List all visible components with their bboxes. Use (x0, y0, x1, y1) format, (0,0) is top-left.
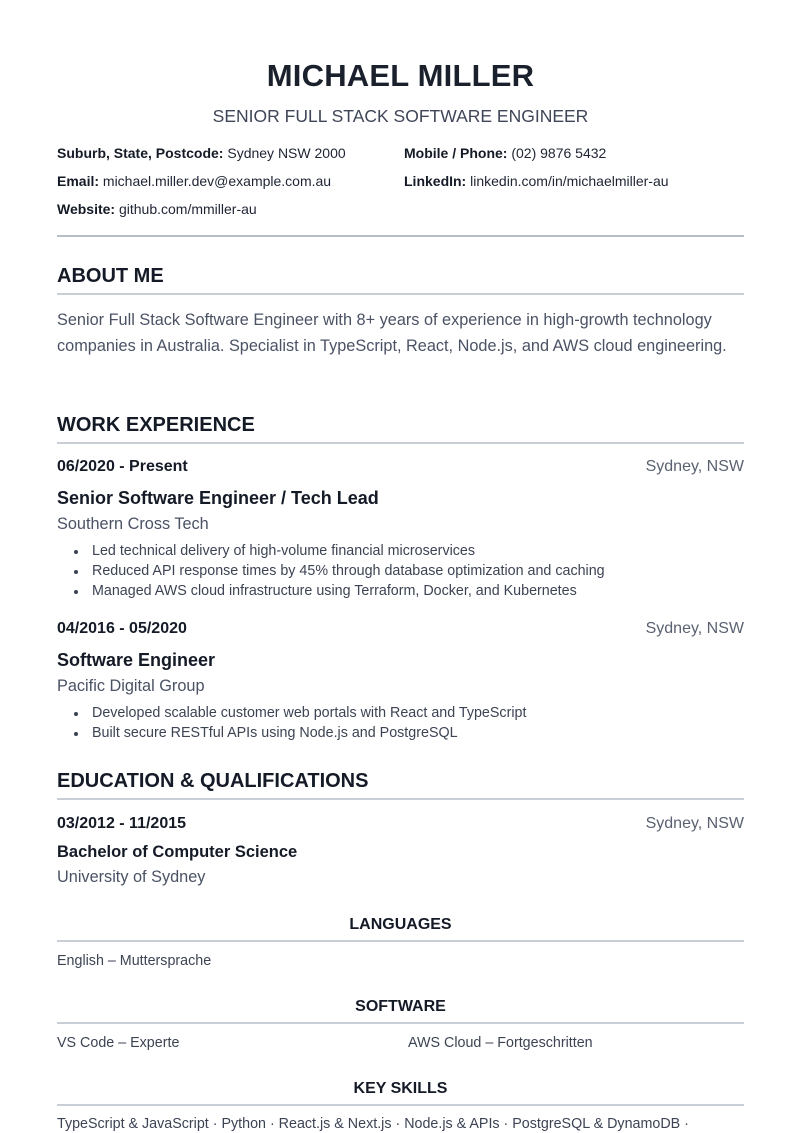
contact-phone-label: Mobile / Phone: (404, 145, 508, 161)
job-bullets (57, 703, 526, 743)
job-company: Pacific Digital Group (57, 677, 205, 695)
contact-email-label: Email: (57, 173, 100, 189)
job-bullets (57, 541, 605, 601)
contact-phone (404, 144, 606, 162)
software-divider (57, 1022, 744, 1024)
education-dates: 03/2012 - 11/2015 (57, 815, 187, 832)
job-bullet: Managed AWS cloud infrastructure using Terraform, Docker, and Kubernetes (57, 581, 605, 601)
about-divider (57, 293, 744, 295)
education-divider (57, 798, 744, 800)
job-dates: 04/2016 - 05/2020 (57, 620, 187, 637)
contact-website-value: github.com/mmiller-au (118, 201, 257, 217)
contact-linkedin (404, 172, 669, 190)
education-heading: EDUCATION & QUALIFICATIONS (57, 770, 369, 792)
about-text: Senior Full Stack Software Engineer with 8+ years of experience in high-growth technology companies in Australia. Specialist in TypeScript, React, Node.js, and AWS cloud engineering. (57, 311, 727, 355)
about-heading: ABOUT ME (57, 265, 164, 287)
header-divider (57, 235, 744, 237)
job-bullet: Developed scalable customer web portals with React and TypeScript (57, 703, 526, 723)
job-dates: 06/2020 - Present (57, 458, 188, 475)
job-role: Software Engineer (57, 650, 216, 670)
contact-website (57, 200, 257, 218)
contact-website-label: Website: (57, 201, 116, 217)
contact-address-value: Sydney NSW 2000 (227, 145, 346, 161)
job-location: Sydney, NSW (645, 458, 744, 475)
languages-divider (57, 940, 744, 942)
contact-email-value: michael.miller.dev@example.com.au (102, 173, 332, 189)
skills-text: TypeScript & JavaScript · Python · React.js & Next.js · Node.js & APIs · PostgreSQL & DynamoDB · (57, 1116, 689, 1132)
education-degree: Bachelor of Computer Science (57, 843, 298, 861)
skills-divider (57, 1104, 744, 1106)
contact-linkedin-label: LinkedIn: (404, 173, 467, 189)
candidate-title: SENIOR FULL STACK SOFTWARE ENGINEER (212, 106, 589, 126)
job-bullet: Led technical delivery of high-volume financial microservices (57, 541, 605, 561)
experience-divider (57, 442, 744, 444)
candidate-name: MICHAEL MILLER (266, 58, 535, 93)
skills-heading: KEY SKILLS (353, 1080, 448, 1097)
software-heading: SOFTWARE (355, 998, 446, 1015)
language-item: English – Muttersprache (57, 953, 212, 969)
job-location: Sydney, NSW (645, 620, 744, 637)
contact-linkedin-value: linkedin.com/in/michaelmiller-au (470, 173, 669, 189)
software-item: VS Code – Experte (57, 1035, 180, 1051)
software-item: AWS Cloud – Fortgeschritten (408, 1035, 593, 1051)
experience-heading: WORK EXPERIENCE (57, 414, 255, 436)
contact-address-label: Suburb, State, Postcode: (57, 145, 224, 161)
languages-heading: LANGUAGES (349, 916, 452, 933)
contact-email (57, 172, 331, 190)
contact-address (57, 144, 346, 162)
job-company: Southern Cross Tech (57, 515, 209, 533)
education-location: Sydney, NSW (645, 815, 744, 832)
job-bullet: Reduced API response times by 45% through database optimization and caching (57, 561, 605, 581)
education-school: University of Sydney (57, 868, 206, 886)
contact-phone-value: (02) 9876 5432 (511, 145, 607, 161)
job-bullet: Built secure RESTful APIs using Node.js and PostgreSQL (57, 723, 526, 743)
job-role: Senior Software Engineer / Tech Lead (57, 488, 379, 508)
